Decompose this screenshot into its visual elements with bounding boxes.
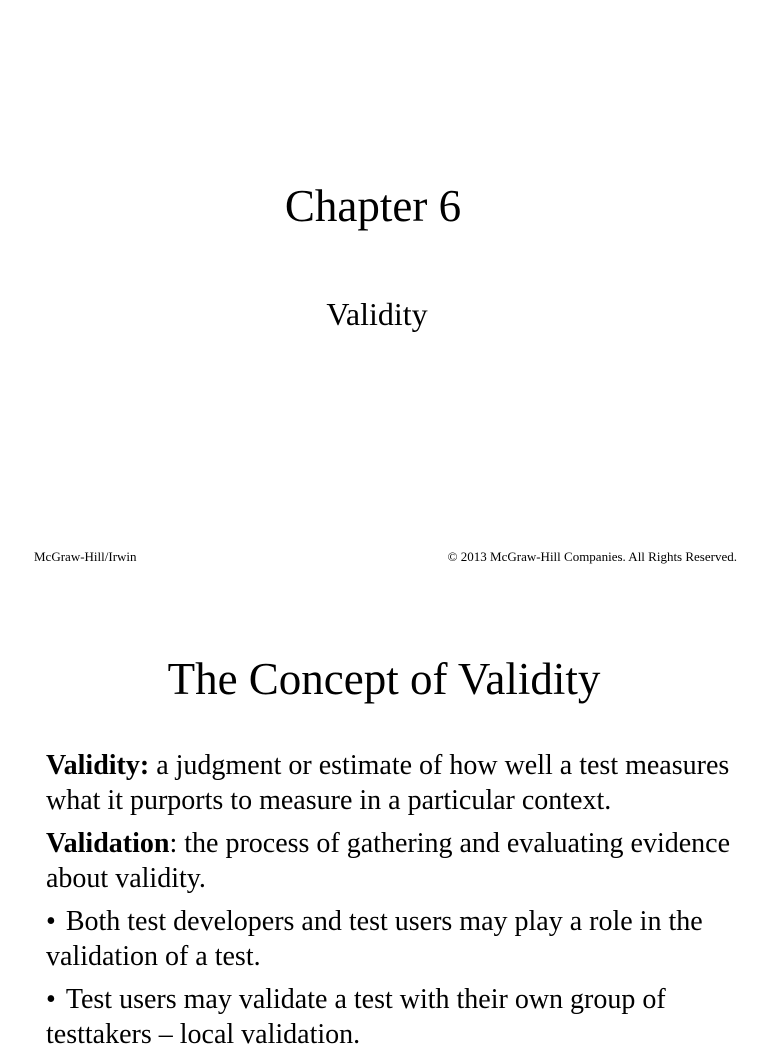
definition-validation bbox=[46, 826, 736, 896]
definition-term: Validation bbox=[46, 828, 170, 859]
bullet-icon: • bbox=[46, 984, 56, 1015]
slide-body bbox=[46, 748, 736, 1060]
definition-text: : the process of gathering and evaluating evidence about validity. bbox=[46, 828, 731, 894]
chapter-title: Chapter 6 bbox=[284, 181, 462, 231]
bullet-item bbox=[46, 904, 736, 974]
publisher-footer: McGraw-Hill/Irwin bbox=[34, 549, 137, 564]
content-slide bbox=[0, 576, 768, 1050]
bullet-text: Both test developers and test users may play a role in the validation of a test. bbox=[46, 906, 703, 972]
bullet-icon: • bbox=[46, 906, 56, 937]
chapter-subtitle: Validity bbox=[326, 296, 428, 332]
bullet-item bbox=[46, 982, 736, 1052]
definition-text: a judgment or estimate of how well a test measures what it purports to measure in a particular context. bbox=[46, 750, 730, 816]
definition-validity bbox=[46, 748, 736, 818]
definition-term: Validity: bbox=[46, 750, 150, 781]
bullet-text: Test users may validate a test with their own group of testtakers – local validation. bbox=[46, 984, 666, 1050]
slide-title: The Concept of Validity bbox=[167, 654, 601, 704]
copyright-footer: © 2013 McGraw-Hill Companies. All Rights Reserved. bbox=[447, 549, 737, 564]
